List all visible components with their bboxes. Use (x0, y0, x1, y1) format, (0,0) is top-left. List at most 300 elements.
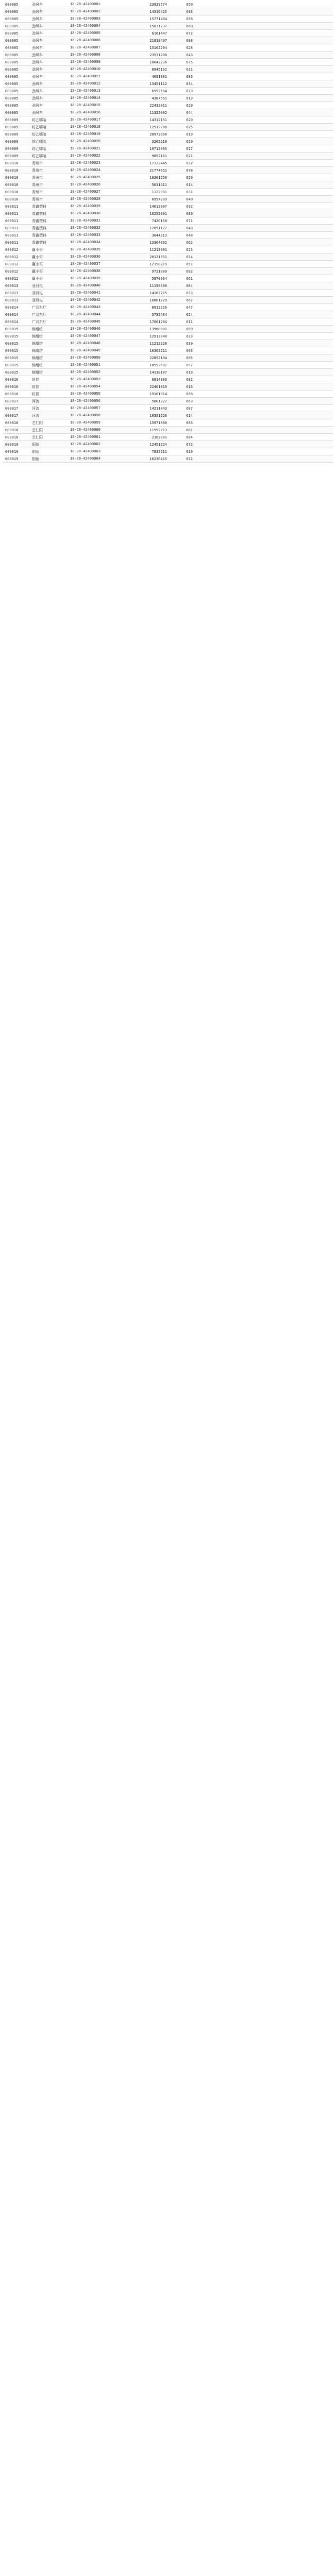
row-name: 锦增纺 (32, 348, 43, 353)
row-serial: 18-28-42400042 (70, 298, 100, 302)
row-code: 000010 (5, 197, 19, 201)
row-amount: 14211043 (149, 406, 167, 411)
row-score: 623 (186, 334, 193, 338)
row-code: 000005 (5, 31, 19, 36)
row-score: 613 (186, 96, 193, 100)
row-code: 000012 (5, 269, 19, 274)
row-amount: 11322002 (149, 110, 167, 115)
row-score: 631 (186, 67, 193, 72)
row-name: 劲风车 (32, 2, 43, 7)
row-name: 阳胎 (32, 442, 39, 447)
row-serial: 18-28-42400061 (70, 435, 100, 439)
row-score: 643 (186, 53, 193, 57)
row-score: 662 (186, 240, 193, 245)
row-amount: 8945162 (152, 67, 167, 72)
table-row (3, 376, 333, 383)
row-amount: 5970964 (152, 276, 167, 281)
row-amount: 16001229 (149, 298, 167, 302)
row-name: 河流 (32, 406, 39, 411)
row-name: 劲风车 (32, 103, 43, 108)
row-amount: 13451112 (149, 81, 167, 86)
row-serial: 18-28-42400009 (70, 60, 100, 64)
row-score: 649 (186, 226, 193, 230)
table-row (3, 225, 333, 232)
row-score: 684 (186, 283, 193, 288)
row-name: 亚河电 (32, 291, 43, 295)
row-score: 688 (186, 38, 193, 43)
row-amount: 11213001 (149, 247, 167, 252)
table-row (3, 391, 333, 398)
row-code: 000005 (5, 60, 19, 64)
row-amount: 12912040 (149, 334, 167, 338)
row-amount: 21774651 (149, 168, 167, 173)
row-name: 锦增纺 (32, 370, 43, 375)
table-row (3, 239, 333, 246)
row-serial: 18-28-42400032 (70, 226, 100, 230)
row-name: 赢小哥 (32, 247, 43, 252)
row-name: 河流 (32, 399, 39, 403)
row-amount: 15831237 (149, 24, 167, 28)
row-code: 000010 (5, 168, 19, 173)
row-name: 青鑫塑料 (32, 218, 46, 223)
row-code: 000010 (5, 175, 19, 180)
row-score: 619 (186, 449, 193, 454)
row-code: 000014 (5, 319, 19, 324)
table-row (3, 203, 333, 210)
row-name: 青鑫塑料 (32, 240, 46, 245)
row-score: 628 (186, 45, 193, 50)
table-row (3, 210, 333, 217)
table-row (3, 80, 333, 88)
row-name: 锦增纺 (32, 363, 43, 367)
row-amount: 15771404 (149, 16, 167, 21)
row-amount: 14110107 (149, 370, 167, 375)
row-code: 000005 (5, 110, 19, 115)
row-code: 000009 (5, 146, 19, 151)
row-amount: 14012097 (149, 204, 167, 209)
row-name: 青州市 (32, 168, 43, 173)
row-code: 000012 (5, 262, 19, 266)
row-serial: 18-28-42400041 (70, 291, 100, 295)
row-score: 686 (186, 74, 193, 79)
row-serial: 18-28-42400049 (70, 348, 100, 353)
row-score: 684 (186, 435, 193, 439)
row-amount: 22432011 (149, 103, 167, 108)
row-amount: 21818497 (149, 38, 167, 43)
table-row (3, 412, 333, 419)
row-serial: 18-28-42400006 (70, 38, 100, 43)
row-score: 625 (186, 125, 193, 129)
row-score: 603 (186, 348, 193, 353)
row-serial: 18-28-42400022 (70, 154, 100, 158)
table-row (3, 405, 333, 412)
row-serial: 18-28-42400056 (70, 399, 100, 403)
row-name: 青鑫塑料 (32, 211, 46, 216)
row-amount: 19101014 (149, 392, 167, 396)
row-score: 687 (186, 406, 193, 411)
row-code: 000016 (5, 377, 19, 382)
row-serial: 18-28-42400039 (70, 276, 100, 281)
row-serial: 18-28-42400057 (70, 406, 100, 411)
table-row (3, 37, 333, 44)
row-name: 亚河电 (32, 283, 43, 288)
row-name: 广汉东厅 (32, 305, 46, 310)
row-name: 锦增纺 (32, 334, 43, 338)
row-code: 000005 (5, 89, 19, 93)
row-amount: 6952604 (152, 89, 167, 93)
row-name: 亚河电 (32, 298, 43, 302)
row-score: 693 (186, 9, 193, 14)
row-name: 青州市 (32, 197, 43, 201)
row-amount: 6161447 (152, 31, 167, 36)
row-serial: 18-28-42400060 (70, 428, 100, 432)
row-code: 000018 (5, 420, 19, 425)
row-amount: 14312151 (149, 117, 167, 122)
table-row (3, 304, 333, 311)
row-amount: 1122001 (152, 190, 167, 194)
row-score: 614 (186, 182, 193, 187)
row-serial: 18-28-42400020 (70, 139, 100, 144)
table-row (3, 116, 333, 124)
row-name: 劲风车 (32, 110, 43, 115)
row-name: 劲风车 (32, 31, 43, 36)
table-row (3, 145, 333, 152)
table-row (3, 282, 333, 290)
row-serial: 18-28-42400055 (70, 392, 100, 396)
row-amount: 20121551 (149, 255, 167, 259)
row-name: 劲风车 (32, 38, 43, 43)
row-serial: 18-28-42400059 (70, 420, 100, 425)
row-amount: 6957289 (152, 197, 167, 201)
table-row (3, 333, 333, 340)
row-code: 000011 (5, 218, 19, 223)
row-serial: 18-28-42400046 (70, 327, 100, 331)
table-row (3, 261, 333, 268)
row-serial: 18-28-42400025 (70, 175, 100, 180)
row-serial: 18-28-42400001 (70, 2, 100, 7)
row-serial: 18-28-42400054 (70, 384, 100, 389)
row-name: 纺昆 (32, 384, 39, 389)
row-code: 000012 (5, 247, 19, 252)
row-name: 劲风车 (32, 89, 43, 93)
row-score: 663 (186, 399, 193, 403)
row-code: 000016 (5, 384, 19, 389)
row-amount: 17601204 (149, 319, 167, 324)
row-amount: 19712005 (149, 146, 167, 151)
row-score: 627 (186, 146, 193, 151)
row-amount: 22401019 (149, 384, 167, 389)
row-code: 000015 (5, 363, 19, 367)
row-serial: 18-28-42400024 (70, 168, 100, 173)
row-serial: 18-28-42400028 (70, 197, 100, 201)
row-serial: 18-28-42400031 (70, 218, 100, 223)
row-name: 赢小哥 (32, 255, 43, 259)
row-score: 631 (186, 190, 193, 194)
row-code: 000019 (5, 442, 19, 447)
table-row (3, 268, 333, 275)
row-amount: 6814303 (152, 377, 167, 382)
table-row (3, 174, 333, 181)
row-code: 000005 (5, 81, 19, 86)
row-code: 000017 (5, 413, 19, 418)
row-score: 629 (186, 103, 193, 108)
row-score: 661 (186, 276, 193, 281)
row-amount: 8912226 (152, 305, 167, 310)
row-name: 纺昆 (32, 377, 39, 382)
row-serial: 18-28-42400063 (70, 449, 100, 454)
table-row (3, 347, 333, 354)
table-row (3, 167, 333, 174)
row-name: 青州市 (32, 182, 43, 187)
table-row (3, 23, 333, 30)
row-serial: 18-28-42400062 (70, 442, 100, 447)
row-serial: 18-28-42400023 (70, 161, 100, 165)
row-amount: 4387561 (152, 96, 167, 100)
row-amount: 20972060 (149, 132, 167, 137)
row-score: 619 (186, 132, 193, 137)
row-name: 赢小哥 (32, 276, 43, 281)
row-serial: 18-28-42400050 (70, 355, 100, 360)
row-score: 682 (186, 377, 193, 382)
row-serial: 18-28-42400035 (70, 247, 100, 252)
table-row (3, 30, 333, 37)
row-score: 672 (186, 442, 193, 447)
table-row (3, 196, 333, 203)
row-code: 000015 (5, 327, 19, 331)
row-amount: 9721009 (152, 269, 167, 274)
table-row (3, 131, 333, 138)
table-row (3, 232, 333, 239)
table-row (3, 66, 333, 73)
table-row (3, 44, 333, 52)
row-serial: 18-28-42400040 (70, 283, 100, 288)
row-code: 000012 (5, 276, 19, 281)
table-row (3, 311, 333, 318)
row-serial: 18-28-42400026 (70, 182, 100, 187)
row-code: 000015 (5, 355, 19, 360)
row-name: 纺乙哪哈 (32, 146, 46, 151)
row-score: 632 (186, 161, 193, 165)
row-serial: 18-28-42400016 (70, 110, 100, 115)
table-row (3, 369, 333, 376)
table-row (3, 290, 333, 297)
row-amount: 11150500 (149, 283, 167, 288)
table-row (3, 455, 333, 463)
row-score: 634 (186, 255, 193, 259)
row-amount: 13960001 (149, 327, 167, 331)
row-score: 616 (186, 384, 193, 389)
row-serial: 18-28-42400052 (70, 370, 100, 375)
row-name: 纺乙哪哈 (32, 125, 46, 129)
table-row (3, 102, 333, 109)
row-serial: 18-28-42400021 (70, 146, 100, 151)
row-code: 000005 (5, 38, 19, 43)
row-code: 000009 (5, 139, 19, 144)
row-serial: 18-28-42400048 (70, 341, 100, 346)
row-serial: 18-28-42400044 (70, 312, 100, 317)
table-row (3, 59, 333, 66)
row-amount: 23929574 (149, 2, 167, 7)
row-amount: 7420158 (152, 218, 167, 223)
row-code: 000010 (5, 182, 19, 187)
row-name: 纺乙哪哈 (32, 132, 46, 137)
row-amount: 23531208 (149, 53, 167, 57)
row-code: 000005 (5, 24, 19, 28)
row-amount: 15971000 (149, 420, 167, 425)
row-score: 679 (186, 89, 193, 93)
row-code: 000017 (5, 406, 19, 411)
row-name: 艺仁阳 (32, 435, 43, 439)
row-name: 赢小哥 (32, 262, 43, 266)
row-serial: 18-28-42400045 (70, 319, 100, 324)
data-table (3, 1, 333, 463)
row-amount: 3044213 (152, 233, 167, 238)
row-score: 650 (186, 2, 193, 7)
table-row (3, 253, 333, 261)
row-amount: 10302211 (149, 348, 167, 353)
row-name: 劲风车 (32, 16, 43, 21)
table-row (3, 217, 333, 225)
row-code: 000011 (5, 233, 19, 238)
table-row (3, 318, 333, 326)
row-code: 000013 (5, 298, 19, 302)
row-name: 劲风车 (32, 81, 43, 86)
row-score: 675 (186, 60, 193, 64)
row-amount: 5031411 (152, 182, 167, 187)
row-name: 锦增纺 (32, 327, 43, 331)
row-score: 621 (186, 154, 193, 158)
row-code: 000014 (5, 312, 19, 317)
row-amount: 2362001 (152, 435, 167, 439)
row-amount: 18552601 (149, 363, 167, 367)
table-row (3, 434, 333, 441)
table-row (3, 1, 333, 8)
row-serial: 18-28-42400034 (70, 240, 100, 245)
row-serial: 18-28-42400017 (70, 117, 100, 122)
row-serial: 18-28-42400015 (70, 103, 100, 108)
row-name: 青鑫塑料 (32, 233, 46, 238)
row-score: 658 (186, 392, 193, 396)
row-amount: 16252001 (149, 211, 167, 216)
row-score: 620 (186, 139, 193, 144)
row-name: 纺昆 (32, 392, 39, 396)
row-serial: 18-28-42400036 (70, 255, 100, 259)
row-score: 644 (186, 110, 193, 115)
row-score: 633 (186, 291, 193, 295)
row-serial: 18-28-42400011 (70, 74, 100, 79)
row-amount: 22852104 (149, 355, 167, 360)
row-name: 劲风车 (32, 96, 43, 100)
row-code: 000015 (5, 348, 19, 353)
row-amount: 5801227 (152, 399, 167, 403)
row-code: 000015 (5, 341, 19, 346)
row-score: 692 (186, 204, 193, 209)
table-row (3, 340, 333, 347)
row-name: 劲风车 (32, 24, 43, 28)
row-score: 631 (186, 456, 193, 461)
row-name: 艺仁阳 (32, 428, 43, 432)
row-score: 602 (186, 269, 193, 274)
row-serial: 18-28-42400029 (70, 204, 100, 209)
row-code: 000010 (5, 161, 19, 165)
table-row (3, 124, 333, 131)
row-score: 634 (186, 81, 193, 86)
row-code: 000005 (5, 2, 19, 7)
row-code: 000005 (5, 53, 19, 57)
row-amount: 3735484 (152, 312, 167, 317)
row-serial: 18-28-42400010 (70, 67, 100, 72)
row-name: 劲风车 (32, 53, 43, 57)
row-code: 000012 (5, 255, 19, 259)
table-row (3, 73, 333, 80)
row-amount: 12451224 (149, 442, 167, 447)
row-amount: 10351226 (149, 413, 167, 418)
row-score: 660 (186, 24, 193, 28)
row-score: 678 (186, 168, 193, 173)
row-serial: 18-28-42400013 (70, 89, 100, 93)
table-row (3, 398, 333, 405)
row-serial: 18-28-42400033 (70, 233, 100, 238)
row-name: 阳胎 (32, 456, 39, 461)
table-row (3, 441, 333, 448)
row-code: 000009 (5, 132, 19, 137)
table-row (3, 95, 333, 102)
row-serial: 18-28-42400008 (70, 53, 100, 57)
row-serial: 18-28-42400053 (70, 377, 100, 382)
row-code: 000011 (5, 211, 19, 216)
table-row (3, 8, 333, 15)
table-row (3, 52, 333, 59)
row-name: 纺乙哪哈 (32, 117, 46, 122)
row-code: 000015 (5, 370, 19, 375)
row-amount: 4691001 (152, 74, 167, 79)
row-amount: 14316425 (149, 9, 167, 14)
table-row (3, 383, 333, 391)
row-score: 619 (186, 370, 193, 375)
row-score: 625 (186, 247, 193, 252)
row-serial: 18-28-42400019 (70, 132, 100, 137)
row-code: 000017 (5, 399, 19, 403)
row-code: 000009 (5, 154, 19, 158)
row-code: 000019 (5, 449, 19, 454)
row-serial: 18-28-42400018 (70, 125, 100, 129)
row-code: 000010 (5, 190, 19, 194)
row-code: 000011 (5, 240, 19, 245)
row-code: 000013 (5, 283, 19, 288)
row-score: 603 (186, 420, 193, 425)
row-amount: 14162215 (149, 291, 167, 295)
row-score: 697 (186, 363, 193, 367)
row-score: 639 (186, 341, 193, 346)
row-serial: 18-28-42400003 (70, 16, 100, 21)
row-serial: 18-28-42400051 (70, 363, 100, 367)
row-serial: 18-28-42400030 (70, 211, 100, 216)
row-score: 647 (186, 305, 193, 310)
row-score: 658 (186, 16, 193, 21)
row-code: 000009 (5, 125, 19, 129)
row-serial: 18-28-42400005 (70, 31, 100, 36)
row-name: 广汉东厅 (32, 312, 46, 317)
row-score: 605 (186, 355, 193, 360)
row-name: 劲风车 (32, 74, 43, 79)
row-score: 640 (186, 197, 193, 201)
row-score: 611 (186, 319, 193, 324)
row-name: 青州市 (32, 175, 43, 180)
row-amount: 19301250 (149, 175, 167, 180)
row-amount: 9652161 (152, 154, 167, 158)
row-score: 689 (186, 327, 193, 331)
row-name: 青州市 (32, 161, 43, 165)
